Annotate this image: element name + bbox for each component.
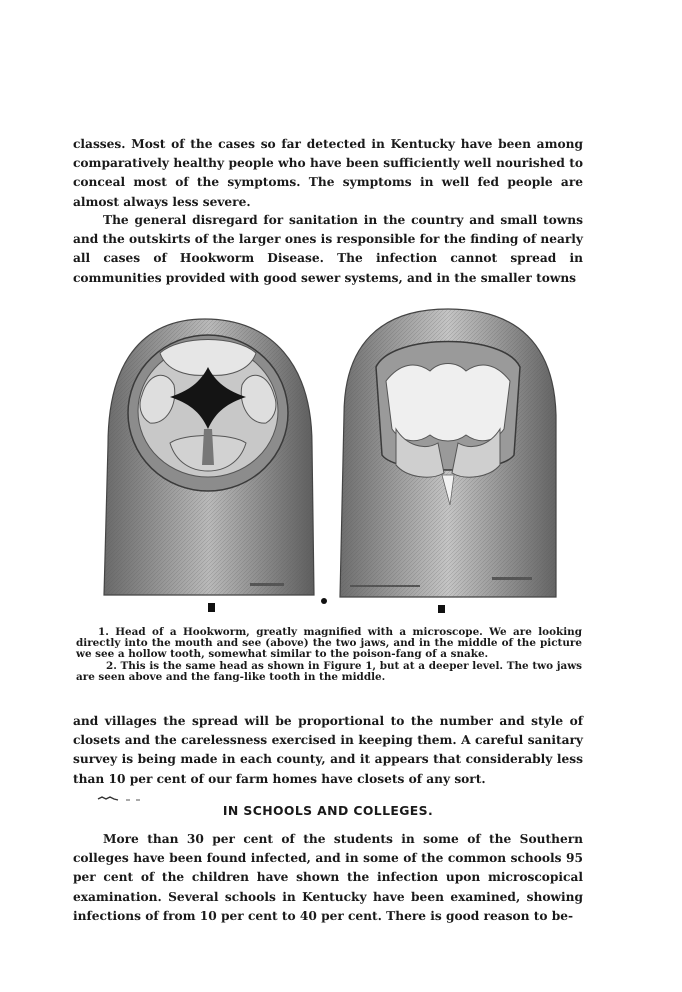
caption-figure-2: 2. This is the same head as shown in Figure 1, but at a deeper level. The two jaws are seen above and the fang-like tooth in the middle. [76,659,582,683]
figure-2-marker [438,605,445,613]
caption-figure-1: 1. Head of a Hookworm, greatly magnified with a microscope. We are looking directly into the mouth and see (above) the two jaws, and in the middle of the picture we see a hollow tooth, somewhat similar to the poison-fang of a snake. [76,626,582,661]
hookworm-figure [100,305,560,617]
paragraph-sanitation: The general disregard for sanitation in the country and small towns and the outskirts of the larger ones is responsible for the finding of nearly all cases of Hookworm Disease. The infection cannot spread in communities provided with good sewer systems, and in the smaller towns [73,213,583,285]
hookworm-head-figure-2 [340,309,556,597]
paragraph-classes: classes. Most of the cases so far detected in Kentucky have been among comparatively healthy people who have been sufficiently well nourished to conceal most of the symptoms. The symptoms in well fed people are almost always less severe. [73,137,583,209]
paragraph-villages: and villages the spread will be proportional to the number and style of closets and the carelessness exercised in keeping them. A careful sanitary survey is being made in each county, and it appears that considerably less than 10 per cent of our farm homes have closets of any sort. [73,714,583,786]
hookworm-head-figure-1 [104,319,314,595]
figure-1-marker [208,603,215,612]
figure-caption [76,627,582,683]
paragraph-schools: More than 30 per cent of the students in some of the Southern colleges have been found infected, and in some of the common schools 95 per cent of the children have shown the infection upon microscopical examination. Several schools in Kentucky have been examined, showing infections of from 10 per cent to 40 per cent. There is good reason to be- [73,832,583,923]
figure-dot [321,598,327,604]
hookworm-head-illustrations [100,305,560,617]
section-heading: IN SCHOOLS AND COLLEGES. [222,803,434,818]
